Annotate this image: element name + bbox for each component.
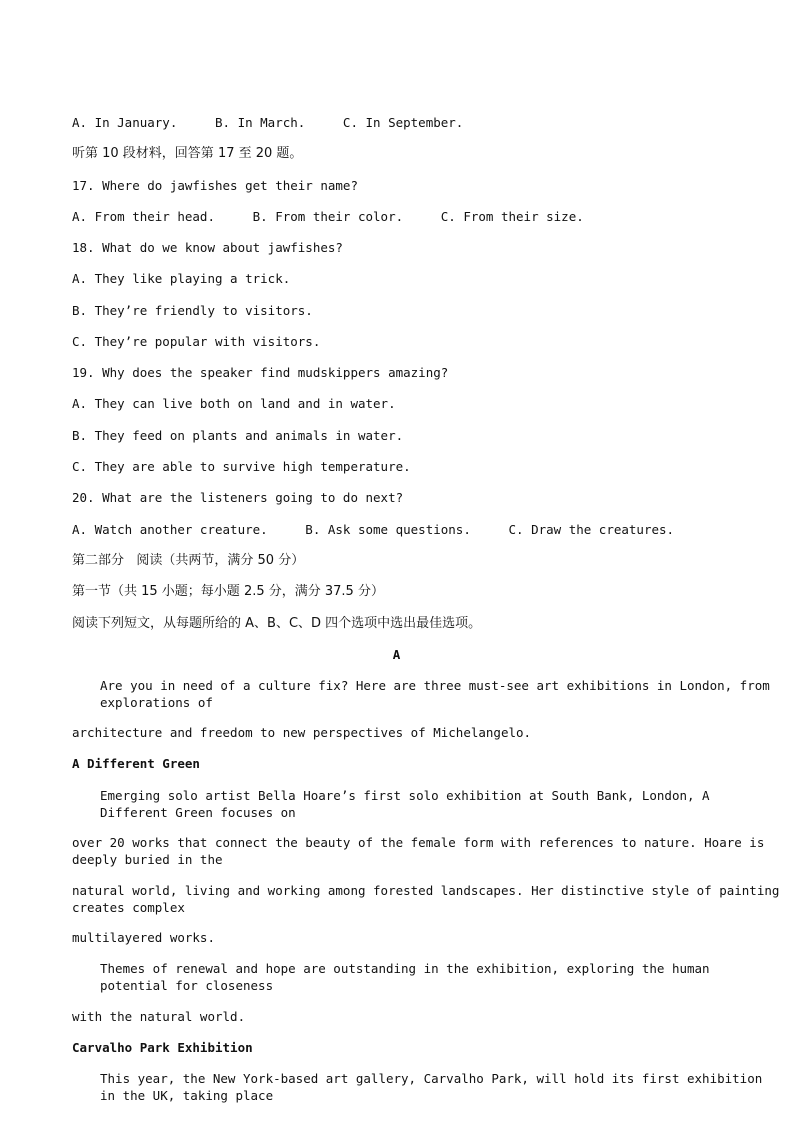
q17-options: A. From their head. B. From their color. C. From their size. [72,209,584,224]
passage-paragraph-1-cont: architecture and freedom to new perspectives of Michelangelo. [72,725,532,740]
q19-option-b: B. They feed on plants and animals in water. [72,428,404,443]
question-19: 19. Why does the speaker find mudskippers amazing? [72,365,449,380]
question-17: 17. Where do jawfishes get their name? [72,178,358,193]
q18-option-c: C. They’re popular with visitors. [72,334,321,349]
q16-options: A. In January. B. In March. C. In September. [72,115,464,130]
q18-option-a: A. They like playing a trick. [72,271,291,286]
subheading-a-different-green: A Different Green [72,756,200,771]
subheading-carvalho-park: Carvalho Park Exhibition [72,1040,253,1055]
section-instruction-material-10: 听第 10 段材料，回答第 17 至 20 题。 [72,146,303,161]
passage-paragraph-3-cont: with the natural world. [72,1009,246,1024]
passage-paragraph-4: This year, the New York-based art gallery, Carvalho Park, will hold its first exhibition in the UK, taking place [100,1071,770,1103]
reading-instruction: 阅读下列短文，从每题所给的 A、B、C、D 四个选项中选出最佳选项。 [72,616,482,631]
question-18: 18. What do we know about jawfishes? [72,240,343,255]
q19-option-a: A. They can live both on land and in water. [72,396,396,411]
question-20: 20. What are the listeners going to do next? [72,490,404,505]
passage-title: A [392,647,401,662]
passage-paragraph-2-cont-3: multilayered works. [72,930,215,945]
q18-option-b: B. They’re friendly to visitors. [72,303,313,318]
q20-options: A. Watch another creature. B. Ask some questions. C. Draw the creatures. [72,522,675,537]
q19-option-c: C. They are able to survive high temperature. [72,459,411,474]
passage-paragraph-2-cont-1: over 20 works that connect the beauty of the female form with references to nature. Hoare is deeply buried in the [72,835,772,867]
passage-paragraph-2-cont-2: natural world, living and working among forested landscapes. Her distinctive style of painting creates complex [72,883,787,915]
passage-paragraph-3: Themes of renewal and hope are outstanding in the exhibition, exploring the human potential for closeness [100,961,718,993]
passage-paragraph-1: Are you in need of a culture fix? Here are three must-see art exhibitions in London, from explorations of [100,678,778,710]
section-one-heading: 第一节（共 15 小题；每小题 2.5 分，满分 37.5 分） [72,584,384,599]
part-two-heading: 第二部分 阅读（共两节，满分 50 分） [72,553,305,568]
passage-paragraph-2: Emerging solo artist Bella Hoare’s first solo exhibition at South Bank, London, A Different Green focuses on [100,788,718,820]
